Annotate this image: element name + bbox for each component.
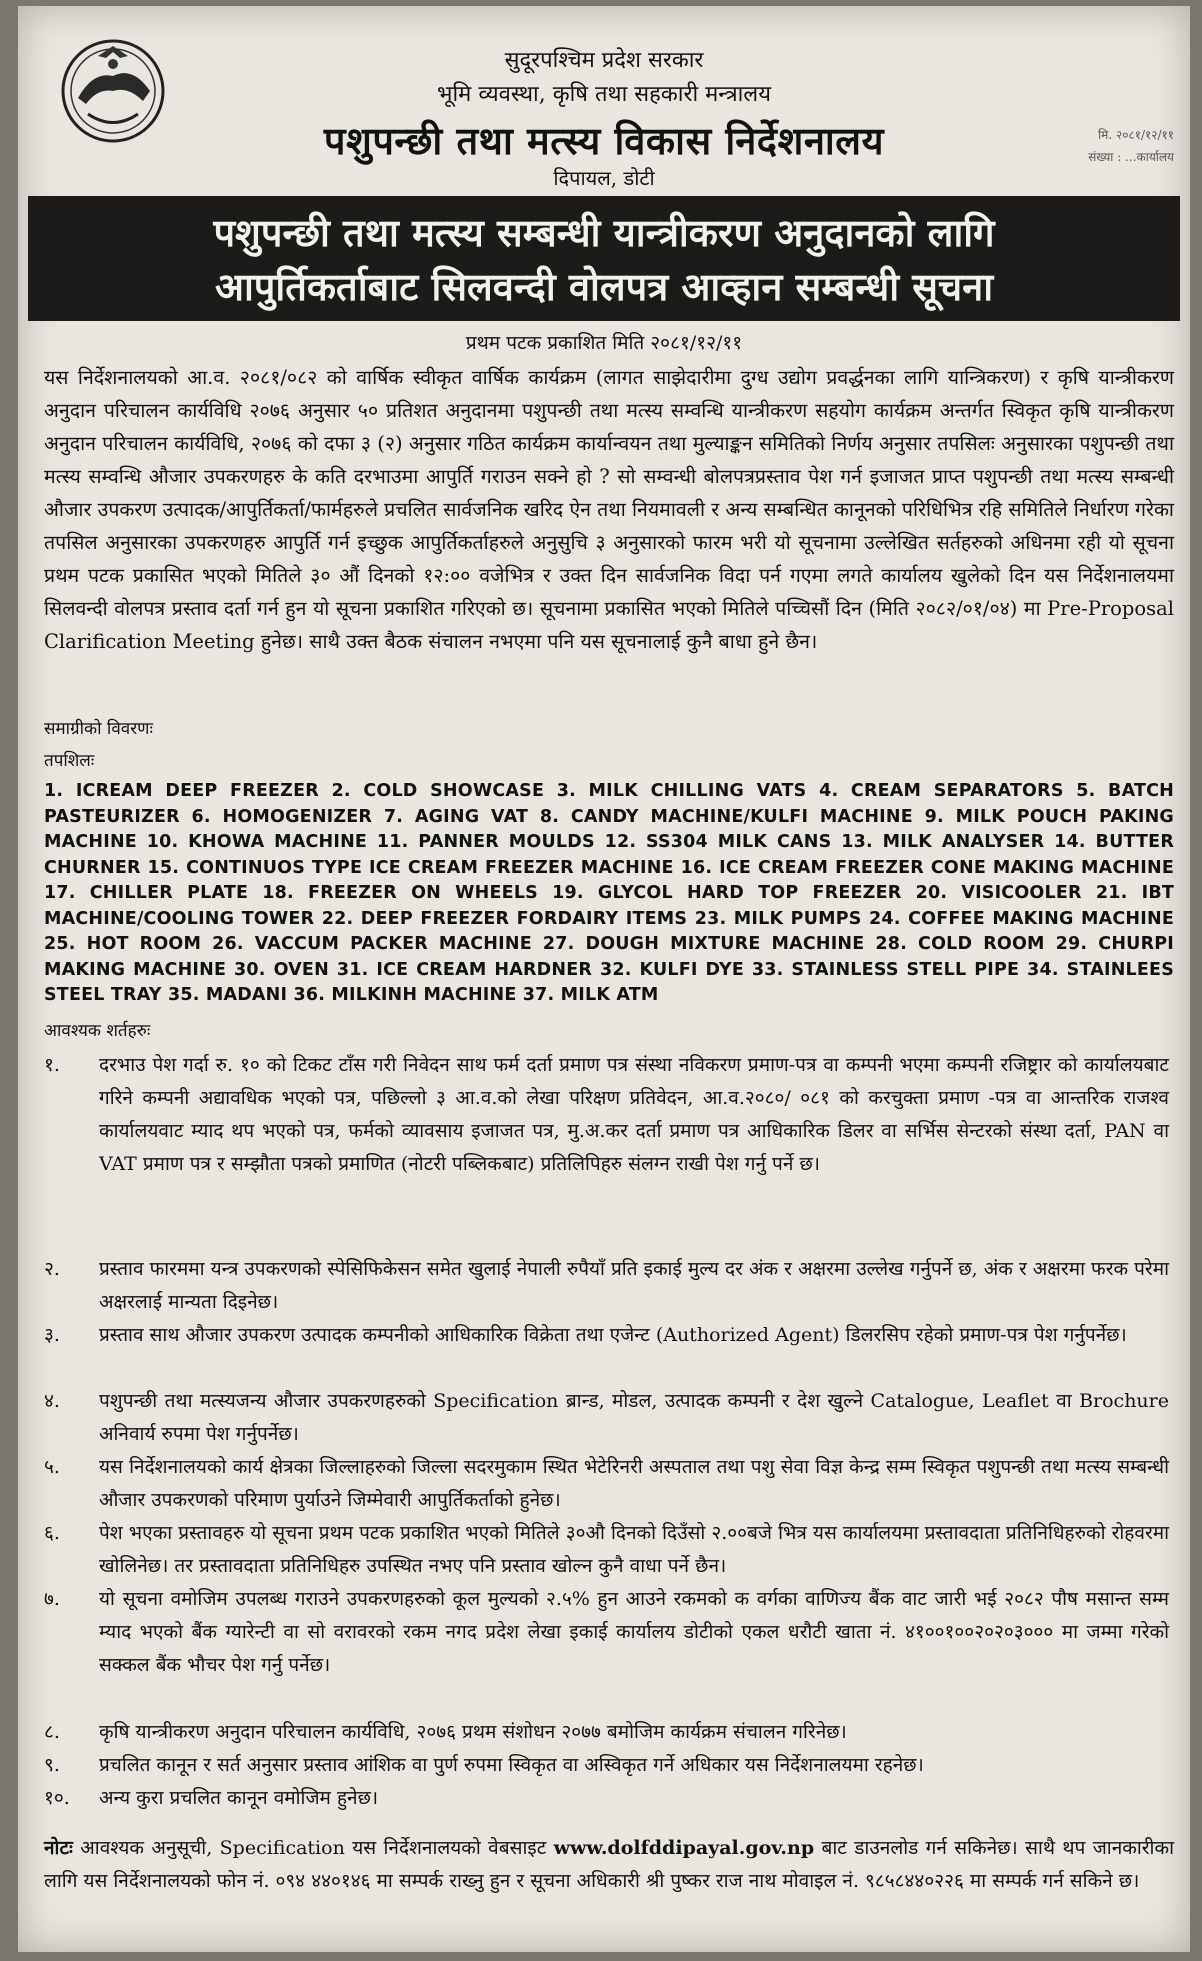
condition-text: प्रचलित कानून र सर्त अनुसार प्रस्ताव आंशिक वा पुर्ण रुपमा स्विकृत वा अस्विकृत गर्ने अधिकार यस निर्देशनालयमा रहनेछ। [99, 1754, 924, 1776]
intro-paragraph: यस निर्देशनालयको आ.व. २०८१/०८२ को वार्षिक स्वीकृत वार्षिक कार्यक्रम (लागत साझेदारीमा दुग्ध उद्योग प्रवर्द्धनका लागि यान्त्रिकरण) र कृषि यान्त्रीकरण अनुदान परिचालन कार्यविधि २०७६ अनुसार ५० प्रतिशत अनुदानमा पशुपन्छी तथा मत्स्य सम्वन्धि यान्त्रीकरण सहयोग कार्यक्रम अन्तर्गत स्विकृत कृषि यान्त्रीकरण अनुदान परिचालन कार्यविधि, २०७६ को दफा ३ (२) अनुसार गठित कार्यक्रम कार्यान्वयन तथा मुल्याङ्कन समितिको निर्णय अनुसार तपसिलः अनुसारका पशुपन्छी तथा मत्स्य सम्वन्धि औजार उपकरणहरु के कति दरभाउमा आपुर्ति गराउन सक्ने हो ? सो सम्वन्धी बोलपत्रप्रस्ताव पेश गर्न इजाजत प्राप्त पशुपन्छी तथा मत्स्य सम्बन्धी औजार उपकरण उत्पादक/आपुर्तिकर्ता/फार्महरुले प्रचलित सार्वजनिक खरिद ऐन तथा नियमावली र अन्य सम्बन्धित कानूनको परिधिभित्र रहि समितिले निर्धारण गरेका तपसिल अनुसारका उपकरणहरु आपुर्ति गर्न इच्छुक आपुर्तिकर्ताहरुले अनुसुचि ३ अनुसारको फारम भरी यो सूचनामा उल्लेखित सर्तहरुको अधिनमा रही यो सूचना प्रथम पटक प्रकासित भएको मितिले ३० औं दिनको १२:०० वजेभित्र र उक्त दिन सार्वजनिक विदा पर्न गएमा लगते कार्यालय खुलेको दिन यस निर्देशनालयमा सिलवन्दी वोलपत्र प्रस्ताव दर्ता गर्न हुन यो सूचना प्रकाशित गरिएको छ। सूचनामा प्रकासित भएको मितिले पच्चिसौं दिन (मिति २०८२/०१/०४) मा Pre-Proposal Clarification Meeting हुनेछ। साथै उक्त बैठक संचालन नभएमा पनि यस सूचनालाई कुनै बाधा हुने छैन। [44, 366, 1174, 653]
equipment-list: 1. ICREAM DEEP FREEZER 2. COLD SHOWCASE 3. MILK CHILLING VATS 4. CREAM SEPARATORS 5. BATCH PASTEURIZER 6. HOMOGENIZER 7. AGING VAT 8. CANDY MACHINE/KULFI MACHINE 9. MILK POUCH PAKING MACHINE 10. KHOWA MACHINE 11. PANNER MOULDS 12. SS304 MILK CANS 13. MILK ANALYSER 14. BUTTER CHURNER 15. CONTINUOS TYPE ICE CREAM FREEZER MACHINE 16. ICE CREAM FREEZER CONE MAKING MACHINE 17. CHILLER PLATE 18. FREEZER ON WHEELS 19. GLYCOL HARD TOP FREEZER 20. VISICOOLER 21. IBT MACHINE/COOLING TOWER 22. DEEP FREEZER FORDAIRY ITEMS 23. MILK PUMPS 24. COFFEE MAKING MACHINE 25. HOT ROOM 26. VACCUM PACKER MACHINE 27. DOUGH MIXTURE MACHINE 28. COLD ROOM 29. CHURPI MAKING MACHINE 30. OVEN 31. ICE CREAM HARDNER 32. KULFI DYE 33. STAINLESS STELL PIPE 34. STAINLEES STEEL TRAY 35. MADANI 36. MILKINH MACHINE 37. MILK ATM [44, 781, 1174, 1005]
directorate-name: पशुपन्छी तथा मत्स्य विकास निर्देशनालय [323, 119, 885, 163]
notice-title-line-2: आपुर्तिकर्ताबाट सिलवन्दी वोलपत्र आव्हान सम्बन्धी सूचना [214, 265, 994, 309]
published-date: प्रथम पटक प्रकाशित मिति २०८१/१२/११ [465, 332, 743, 354]
condition-number: १०. [44, 1787, 70, 1809]
condition-text: दरभाउ पेश गर्दा रु. १० को टिकट टाँस गरी निवेदन साथ फर्म दर्ता प्रमाण पत्र संस्था नविकरण प्रमाण-पत्र वा कम्पनी भएमा कम्पनी रजिष्ट्रार को कार्यालयबाट गरिने कम्पनी अद्यावधिक भएको पत्र, पछिल्लो ३ आ.व.को लेखा परिक्षण प्रतिवेदन, आ.व.२०८०/ ०८१ को करचुक्ता प्रमाण -पत्र वा आन्तरिक राजश्व कार्यालयवाट म्याद थप भएको पत्र, फर्मको व्यावसाय इजाजत पत्र, मु.अ.कर दर्ता प्रमाण पत्र आधिकारिक डिलर वा सर्भिस सेन्टरको संस्था दर्ता, PAN वा VAT प्रमाण पत्र र सम्झौता पत्रको प्रमाणित (नोटरी पब्लिकबाट) प्रतिलिपिहरु संलग्न राखी पेश गर्नु पर्ने छ। [99, 1054, 1169, 1175]
footer-note [44, 1832, 1174, 1898]
stamp-line-2: संख्या : ...कार्यालय [1088, 150, 1174, 164]
condition-text: पेश भएका प्रस्तावहरु यो सूचना प्रथम पटक प्रकाशित भएको मितिले ३०औ दिनको दिउँसो २.००बजे भित्र यस कार्यालयमा प्रस्तावदाता प्रतिनिधिहरुको रोहवरमा खोलिनेछ। तर प्रस्तावदाता प्रतिनिधिहरु उपस्थित नभए पनि प्रस्ताव खोल्न कुनै वाधा पर्ने छैन। [99, 1522, 1169, 1577]
note-text-after: बाट डाउनलोड गर्न सकिनेछ। साथै थप जानकारीका लागि यस निर्देशनालयको फोन नं. ०९४ ४४०१४६ मा सम्पर्क राख्नु हुन र सूचना अधिकारी श्री पुष्कर राज नाथ मोवाइल नं. ९८५८४४०२२६ मा सम्पर्क गर्न सकिने छ। [44, 1837, 1174, 1892]
condition-number: २. [44, 1258, 60, 1280]
condition-text: प्रस्ताव फारममा यन्त्र उपकरणको स्पेसिफिकेसन समेत खुलाई नेपाली रुपैयाँ प्रति इकाई मुल्य दर अंक र अक्षरमा उल्लेख गर्नुपर्ने छ, अंक र अक्षरमा फरक परेमा अक्षरलाई मान्यता दिइनेछ। [99, 1258, 1169, 1313]
note-text-before: आवश्यक अनुसूची, Specification यस निर्देशनालयको वेबसाइट [72, 1837, 554, 1859]
notice-title-line-1: पशुपन्छी तथा मत्स्य सम्बन्धी यान्त्रीकरण अनुदानको लागि [213, 211, 995, 255]
office-location: दिपायल, डोटी [553, 166, 655, 190]
condition-number: ४. [44, 1390, 60, 1412]
condition-number: ७. [44, 1588, 60, 1610]
notice-page [18, 6, 1190, 1952]
condition-number: ९. [44, 1754, 60, 1776]
condition-number: ५. [44, 1456, 60, 1478]
condition-number: १. [44, 1054, 60, 1076]
website-link[interactable]: www.dolfddipayal.gov.np [553, 1837, 815, 1859]
notice-header [18, 6, 1190, 191]
materials-label: समाग्रीको विवरणः [44, 719, 153, 739]
tapsil-label: तपशिलः [44, 751, 95, 771]
conditions-label: आवश्यक शर्तहरुः [44, 1021, 151, 1041]
condition-number: ८. [44, 1721, 60, 1743]
condition-text: कृषि यान्त्रीकरण अनुदान परिचालन कार्यविधि, २०७६ प्रथम संशोधन २०७७ बमोजिम कार्यक्रम संचालन गरिनेछ। [99, 1721, 847, 1743]
condition-text: यस निर्देशनालयको कार्य क्षेत्रका जिल्लाहरुको जिल्ला सदरमुकाम स्थित भेटेरिनरी अस्पताल तथा पशु सेवा विज्ञ केन्द्र सम्म स्विकृत पशुपन्छी तथा मत्स्य सम्बन्धी औजार उपकरणको परिमाण पुर्याउने जिम्मेवारी आपुर्तिकर्ताको हुनेछ। [99, 1456, 1169, 1511]
condition-text: यो सूचना वमोजिम उपलब्ध गराउने उपकरणहरुको कूल मुल्यको २.५% हुन आउने रकमको क वर्गका वाणिज्य बैंक वाट जारी भई २०८२ पौष मसान्त सम्म म्याद भएको बैंक ग्यारेन्टी वा सो वरावरको रकम नगद प्रदेश लेखा इकाई कार्यालय डोटीको एकल धरौटी खाता नं. ४१००१००२०२०३००० मा जम्मा गरेको सक्कल बैंक भौचर पेश गर्नु पर्नेछ। [99, 1588, 1169, 1676]
notice-title-banner [28, 196, 1180, 321]
condition-text: पशुपन्छी तथा मत्स्यजन्य औजार उपकरणहरुको Specification ब्रान्ड, मोडल, उत्पादक कम्पनी र देश खुल्ने Catalogue, Leaflet वा Brochure अनिवार्य रुपमा पेश गर्नुपर्नेछ। [99, 1390, 1169, 1445]
stamp-text [1024, 124, 1174, 168]
condition-text: अन्य कुरा प्रचलित कानून वमोजिम हुनेछ। [99, 1787, 379, 1809]
government-name: सुदूरपश्चिम प्रदेश सरकार [504, 48, 704, 73]
stamp-line-1: मि. २०८१/१२/११ [1098, 128, 1174, 142]
note-label: नोटः [44, 1837, 73, 1859]
ministry-name: भूमि व्यवस्था, कृषि तथा सहकारी मन्त्रालय [437, 82, 771, 107]
condition-number: ६. [44, 1522, 60, 1544]
condition-text: प्रस्ताव साथ औजार उपकरण उत्पादक कम्पनीको आधिकारिक विक्रेता तथा एजेन्ट (Authorized Agent) डिलरसिप रहेको प्रमाण-पत्र पेश गर्नुपर्नेछ। [99, 1324, 1127, 1346]
condition-number: ३. [44, 1324, 60, 1346]
